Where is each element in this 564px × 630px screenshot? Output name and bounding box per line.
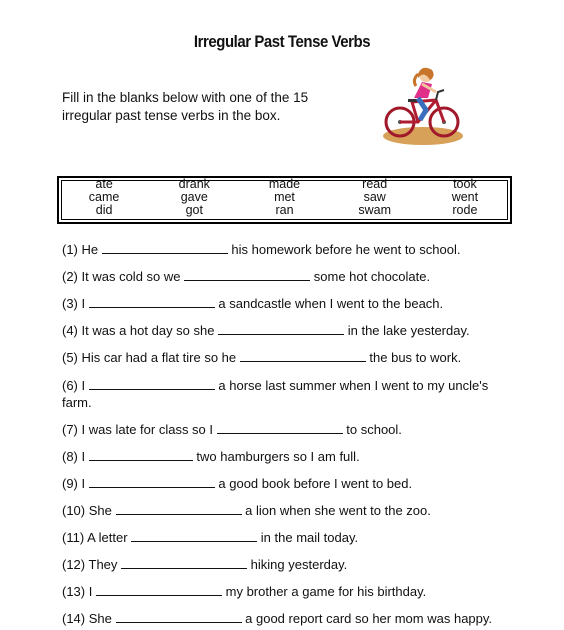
item-number: (6) — [62, 378, 78, 393]
girl-on-bicycle-illustration — [378, 62, 468, 146]
exercise-item — [62, 242, 460, 257]
answer-blank[interactable] — [102, 242, 228, 254]
item-text-before: She — [88, 503, 112, 518]
word-box — [57, 176, 512, 224]
exercise-item — [62, 476, 412, 491]
item-text-after: two hamburgers so I am full. — [196, 449, 360, 464]
item-number: (2) — [62, 269, 78, 284]
item-text-after: a good report card so her mom was happy. — [245, 611, 493, 626]
answer-blank[interactable] — [240, 350, 366, 362]
answer-blank[interactable] — [89, 296, 215, 308]
exercise-item — [62, 323, 470, 338]
item-number: (9) — [62, 476, 78, 491]
answer-blank[interactable] — [218, 323, 344, 335]
answer-blank[interactable] — [184, 269, 310, 281]
exercise-item — [62, 503, 431, 518]
answer-blank[interactable] — [121, 557, 247, 569]
item-text-after: some hot chocolate. — [313, 269, 431, 284]
exercise-item — [62, 584, 426, 599]
word-box-word: saw — [363, 190, 386, 204]
item-text-before: I — [81, 449, 86, 464]
item-text-before: It was a hot day so she — [81, 323, 215, 338]
exercise-item — [62, 530, 358, 545]
word-box-word: drank — [178, 177, 210, 191]
exercise-item — [62, 350, 461, 365]
item-text-before: He — [81, 242, 99, 257]
exercise-item — [62, 611, 492, 626]
item-number: (7) — [62, 422, 78, 437]
item-text-before: I — [81, 378, 86, 393]
word-box-word: ran — [275, 203, 294, 217]
item-text-after: the bus to work. — [369, 350, 462, 365]
item-text-after: his homework before he went to school. — [231, 242, 461, 257]
exercise-item — [62, 377, 502, 411]
word-box-word: ate — [95, 177, 113, 191]
item-text-before: They — [88, 557, 118, 572]
exercise-item — [62, 269, 430, 284]
answer-blank[interactable] — [131, 530, 257, 542]
instructions: Fill in the blanks below with one of the 15 irregular past tense verbs in the box. — [62, 90, 309, 123]
item-text-after: a sandcastle when I went to the beach. — [218, 296, 444, 311]
worksheet-title: Irregular Past Tense Verbs — [193, 32, 371, 51]
item-text-after: my brother a game for his birthday. — [225, 584, 427, 599]
item-text-after: a lion when she went to the zoo. — [245, 503, 431, 518]
answer-blank[interactable] — [96, 584, 222, 596]
word-box-word: rode — [452, 203, 478, 217]
item-text-after: in the lake yesterday. — [347, 323, 470, 338]
answer-blank[interactable] — [116, 611, 242, 623]
item-number: (8) — [62, 449, 78, 464]
item-text-after: a good book before I went to bed. — [218, 476, 413, 491]
item-text-before: I — [88, 584, 93, 599]
item-text-before: I was late for class so I — [81, 422, 214, 437]
item-number: (3) — [62, 296, 78, 311]
word-grid — [59, 178, 510, 222]
word-box-word: took — [453, 177, 477, 191]
word-box-word: came — [88, 190, 120, 204]
item-text-before: His car had a flat tire so he — [81, 350, 237, 365]
item-text-before: I — [81, 296, 86, 311]
item-number: (11) — [62, 530, 85, 545]
answer-blank[interactable] — [217, 422, 343, 434]
answer-blank[interactable] — [89, 449, 193, 461]
item-text-before: She — [88, 611, 112, 626]
answer-blank[interactable] — [116, 503, 242, 515]
answer-blank[interactable] — [89, 378, 215, 390]
item-number: (13) — [62, 584, 86, 599]
word-box-word: made — [268, 177, 301, 191]
item-text-after: in the mail today. — [260, 530, 359, 545]
item-text-after: hiking yesterday. — [250, 557, 348, 572]
word-box-word: did — [95, 203, 113, 217]
item-text-before: I — [81, 476, 86, 491]
item-number: (1) — [62, 242, 78, 257]
word-box-word: got — [185, 203, 203, 217]
item-number: (14) — [62, 611, 86, 626]
exercise-item — [62, 449, 360, 464]
item-number: (5) — [62, 350, 78, 365]
item-text-before: A letter — [87, 530, 128, 545]
exercise-item — [62, 422, 402, 437]
word-box-word: met — [274, 190, 295, 204]
item-text-after: to school. — [346, 422, 402, 437]
exercise-item — [62, 296, 443, 311]
item-number: (10) — [62, 503, 86, 518]
exercise-item — [62, 557, 347, 572]
item-number: (12) — [62, 557, 86, 572]
answer-blank[interactable] — [89, 476, 215, 488]
word-box-word: read — [362, 177, 388, 191]
item-text-after: a horse last summer when I went to my uncle's farm. — [62, 378, 489, 410]
word-box-word: went — [451, 190, 479, 204]
item-number: (4) — [62, 323, 78, 338]
word-box-word: swam — [358, 203, 392, 217]
word-box-word: gave — [180, 190, 208, 204]
item-text-before: It was cold so we — [81, 269, 181, 284]
